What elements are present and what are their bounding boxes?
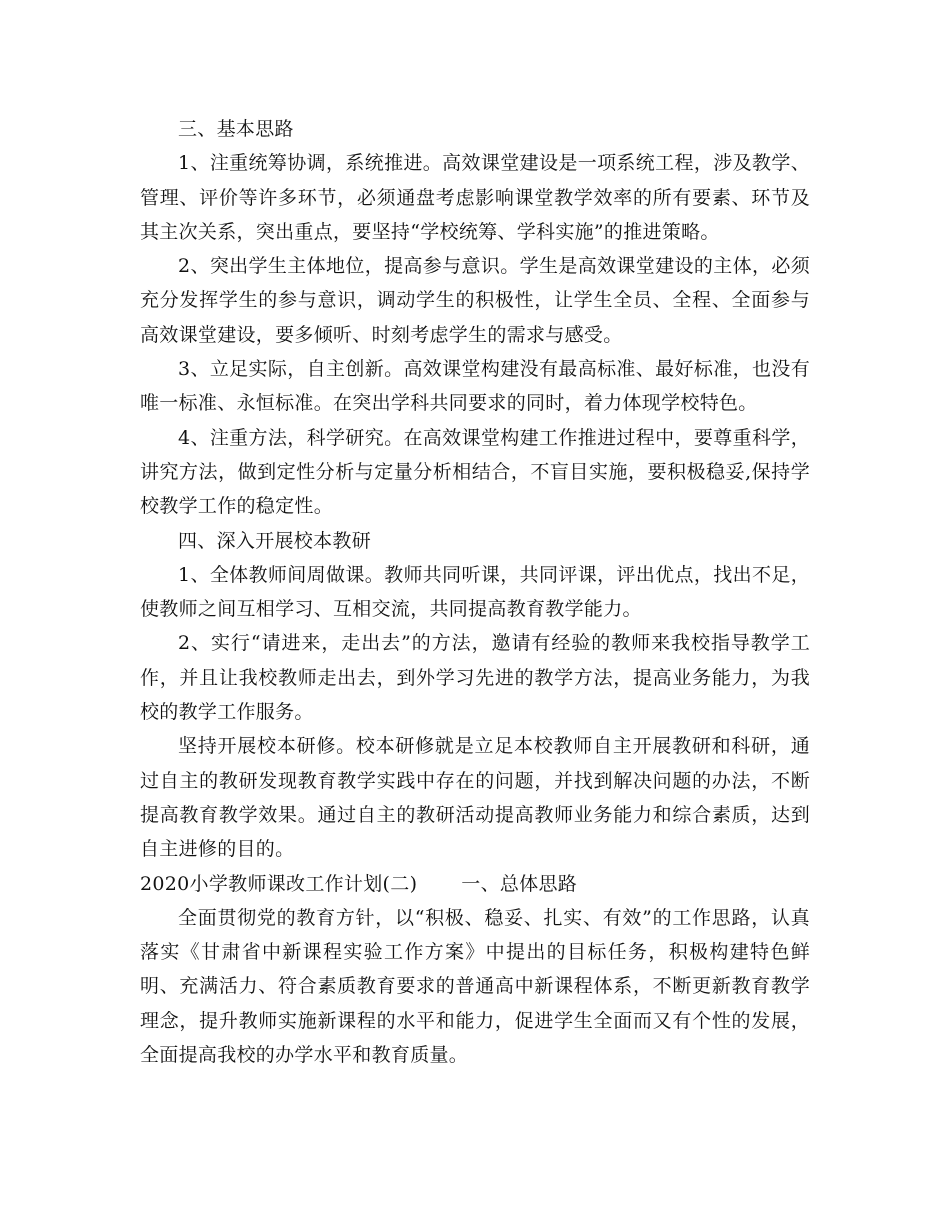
section-heading-basic-ideas: 三、基本思路 bbox=[178, 118, 294, 140]
paragraph-coordination: 1、注重统筹协调，系统推进。高效课堂建设是一项系统工程，涉及教学、管理、评价等许多环节，必须通盘考虑影响课堂教学效率的所有要素、环节及其主次关系，突出重点，要坚持“学校统筹、学科实施”的推进策略。 bbox=[140, 152, 810, 243]
plan-two-title-line bbox=[140, 867, 810, 901]
section-heading-school-research: 四、深入开展校本教研 bbox=[178, 529, 372, 552]
paragraph-method: 4、注重方法，科学研究。在高效课堂构建工作推进过程中，要尊重科学，讲究方法，做到定性分析与定量分析相结合，不盲目实施，要积极稳妥,保持学校教学工作的稳定性。 bbox=[140, 426, 810, 518]
paragraph-overall: 全面贯彻党的教育方针，以“积极、稳妥、扎实、有效”的工作思路，认真落实《甘肃省中新课程实验工作方案》中提出的目标任务，积极构建特色鲜明、充满活力、符合素质教育要求的普通高中新课程体系，不断更新教育教学理念，提升教师实施新课程的水平和能力，促进学生全面而又有个性的发展，全面提高我校的办学水平和教育质量。 bbox=[140, 906, 810, 1067]
paragraph-student-subject: 2、突出学生主体地位，提高参与意识。学生是高效课堂建设的主体，必须充分发挥学生的参与意识，调动学生的积极性，让学生全员、全程、全面参与高效课堂建设，要多倾听、时刻考虑学生的需求与感受。 bbox=[140, 255, 810, 346]
paragraph-school-study: 坚持开展校本研修。校本研修就是立足本校教师自主开展教研和科研，通过自主的教研发现教育教学实践中存在的问题，并找到解决问题的办法，不断提高教育教学效果。通过自主的教研活动提高教师业务能力和综合素质，达到自主进修的目的。 bbox=[140, 735, 810, 861]
document-body bbox=[140, 112, 810, 1072]
paragraph-weekly-lessons: 1、全体教师间周做课。教师共同听课，共同评课，评出优点，找出不足，使教师之间互相学习、互相交流，共同提高教育教学能力。 bbox=[140, 563, 810, 621]
paragraph-invite-out: 2、实行“请进来，走出去”的方法，邀请有经验的教师来我校指导教学工作，并且让我校教师走出去，到外学习先进的教学方法，提高业务能力，为我校的教学工作服务。 bbox=[140, 632, 810, 724]
paragraph-innovation: 3、立足实际，自主创新。高效课堂构建没有最高标准、最好标准，也没有唯一标准、永恒标准。在突出学科共同要求的同时，着力体现学校特色。 bbox=[140, 358, 810, 415]
plan-two-title: 2020小学教师课改工作计划(二) bbox=[140, 872, 418, 895]
section-heading-overall-ideas: 一、总体思路 bbox=[461, 872, 578, 895]
